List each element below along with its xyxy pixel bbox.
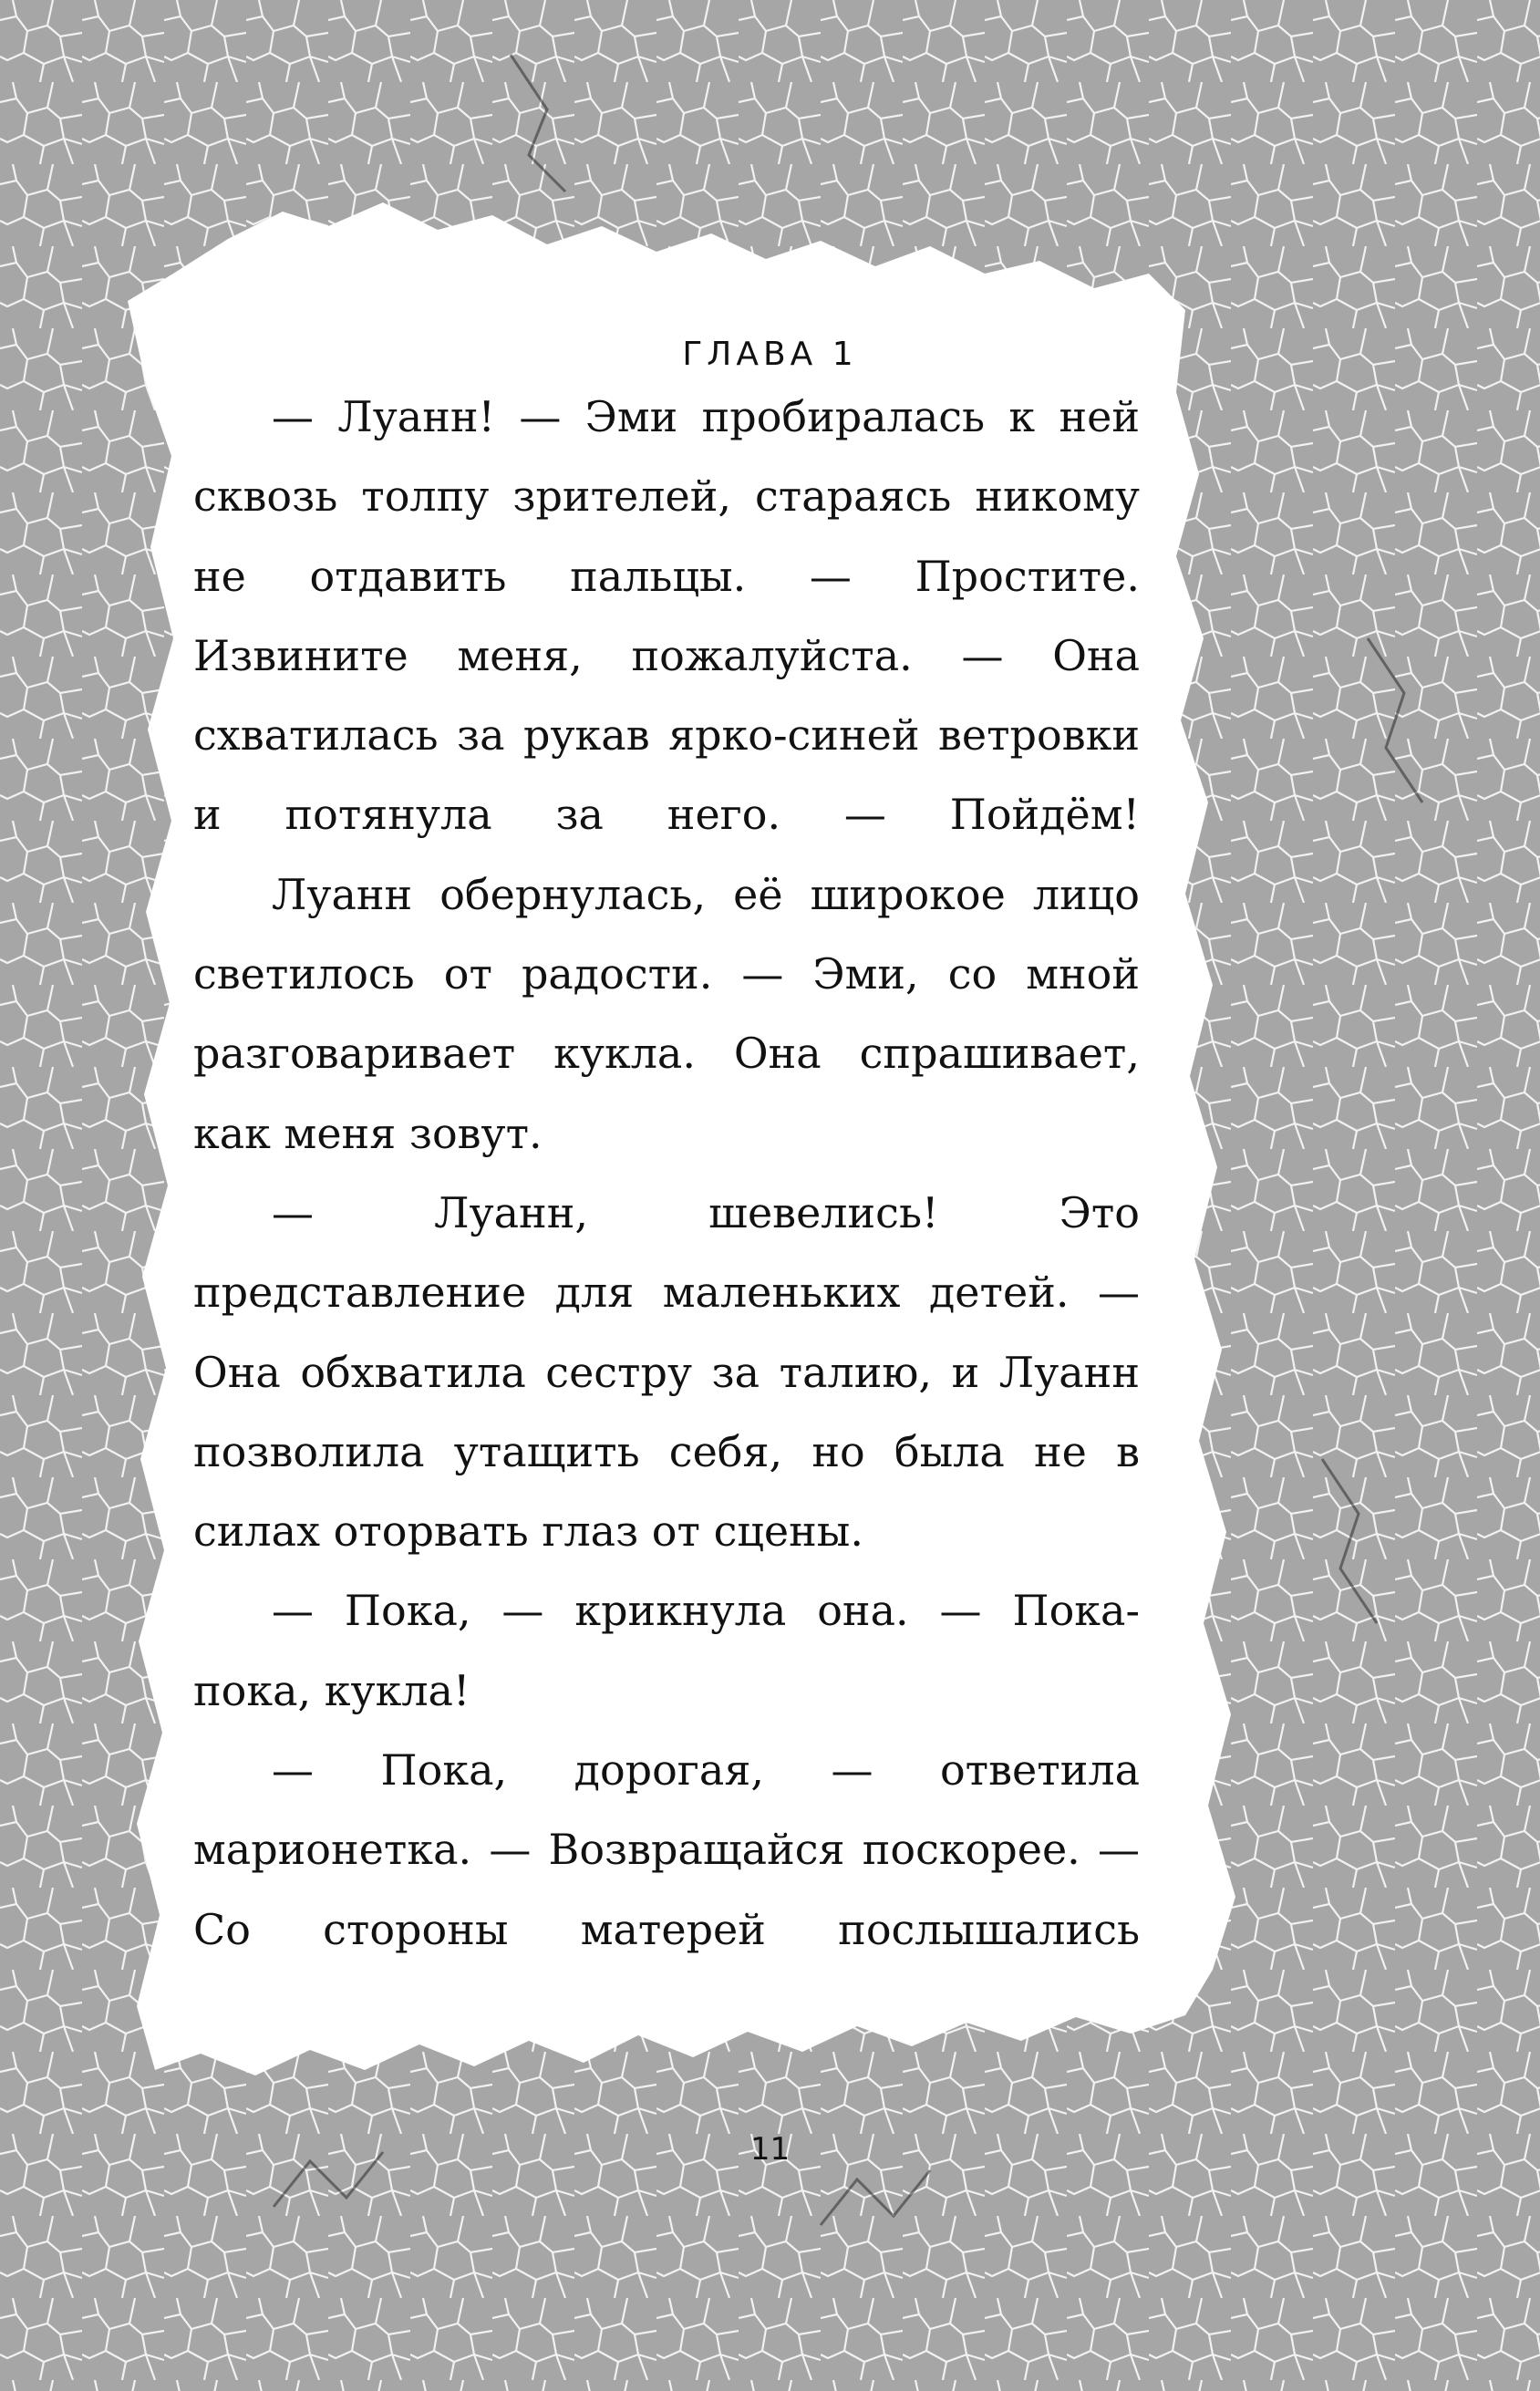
body-text <box>193 378 1140 1970</box>
paragraph: — Луанн, шевелись! Это представление для маленьких детей. — Она обхватила сестру за талию, и Луанн позволила утащить себя, но была не в силах оторвать глаз от сцены. <box>193 1187 1140 1557</box>
page-number: 11 <box>749 2131 791 2168</box>
paragraph: — Пока, дорогая, — ответила марионетка. — Возвращайся поскорее. — Со стороны матерей послышались <box>193 1745 1140 1954</box>
paragraph: Луанн обернулась, её широкое лицо светилось от радости. — Эми, со мной разговаривает кукла. Она спрашивает, как меня зовут. <box>193 869 1140 1158</box>
paragraph: — Луанн! — Эми пробиралась к ней сквозь толпу зрителей, стараясь никому не отдавить пальцы. — Простите. Извините меня, пожалуйста. — Она схватилась за рукав ярко-синей ветровки и потянула за него. — Пойдём! <box>193 392 1140 840</box>
chapter-header: ГЛАВА 1 <box>682 336 858 373</box>
paragraph: — Пока, — крикнула она. — Пока-пока, кукла! <box>193 1586 1140 1715</box>
